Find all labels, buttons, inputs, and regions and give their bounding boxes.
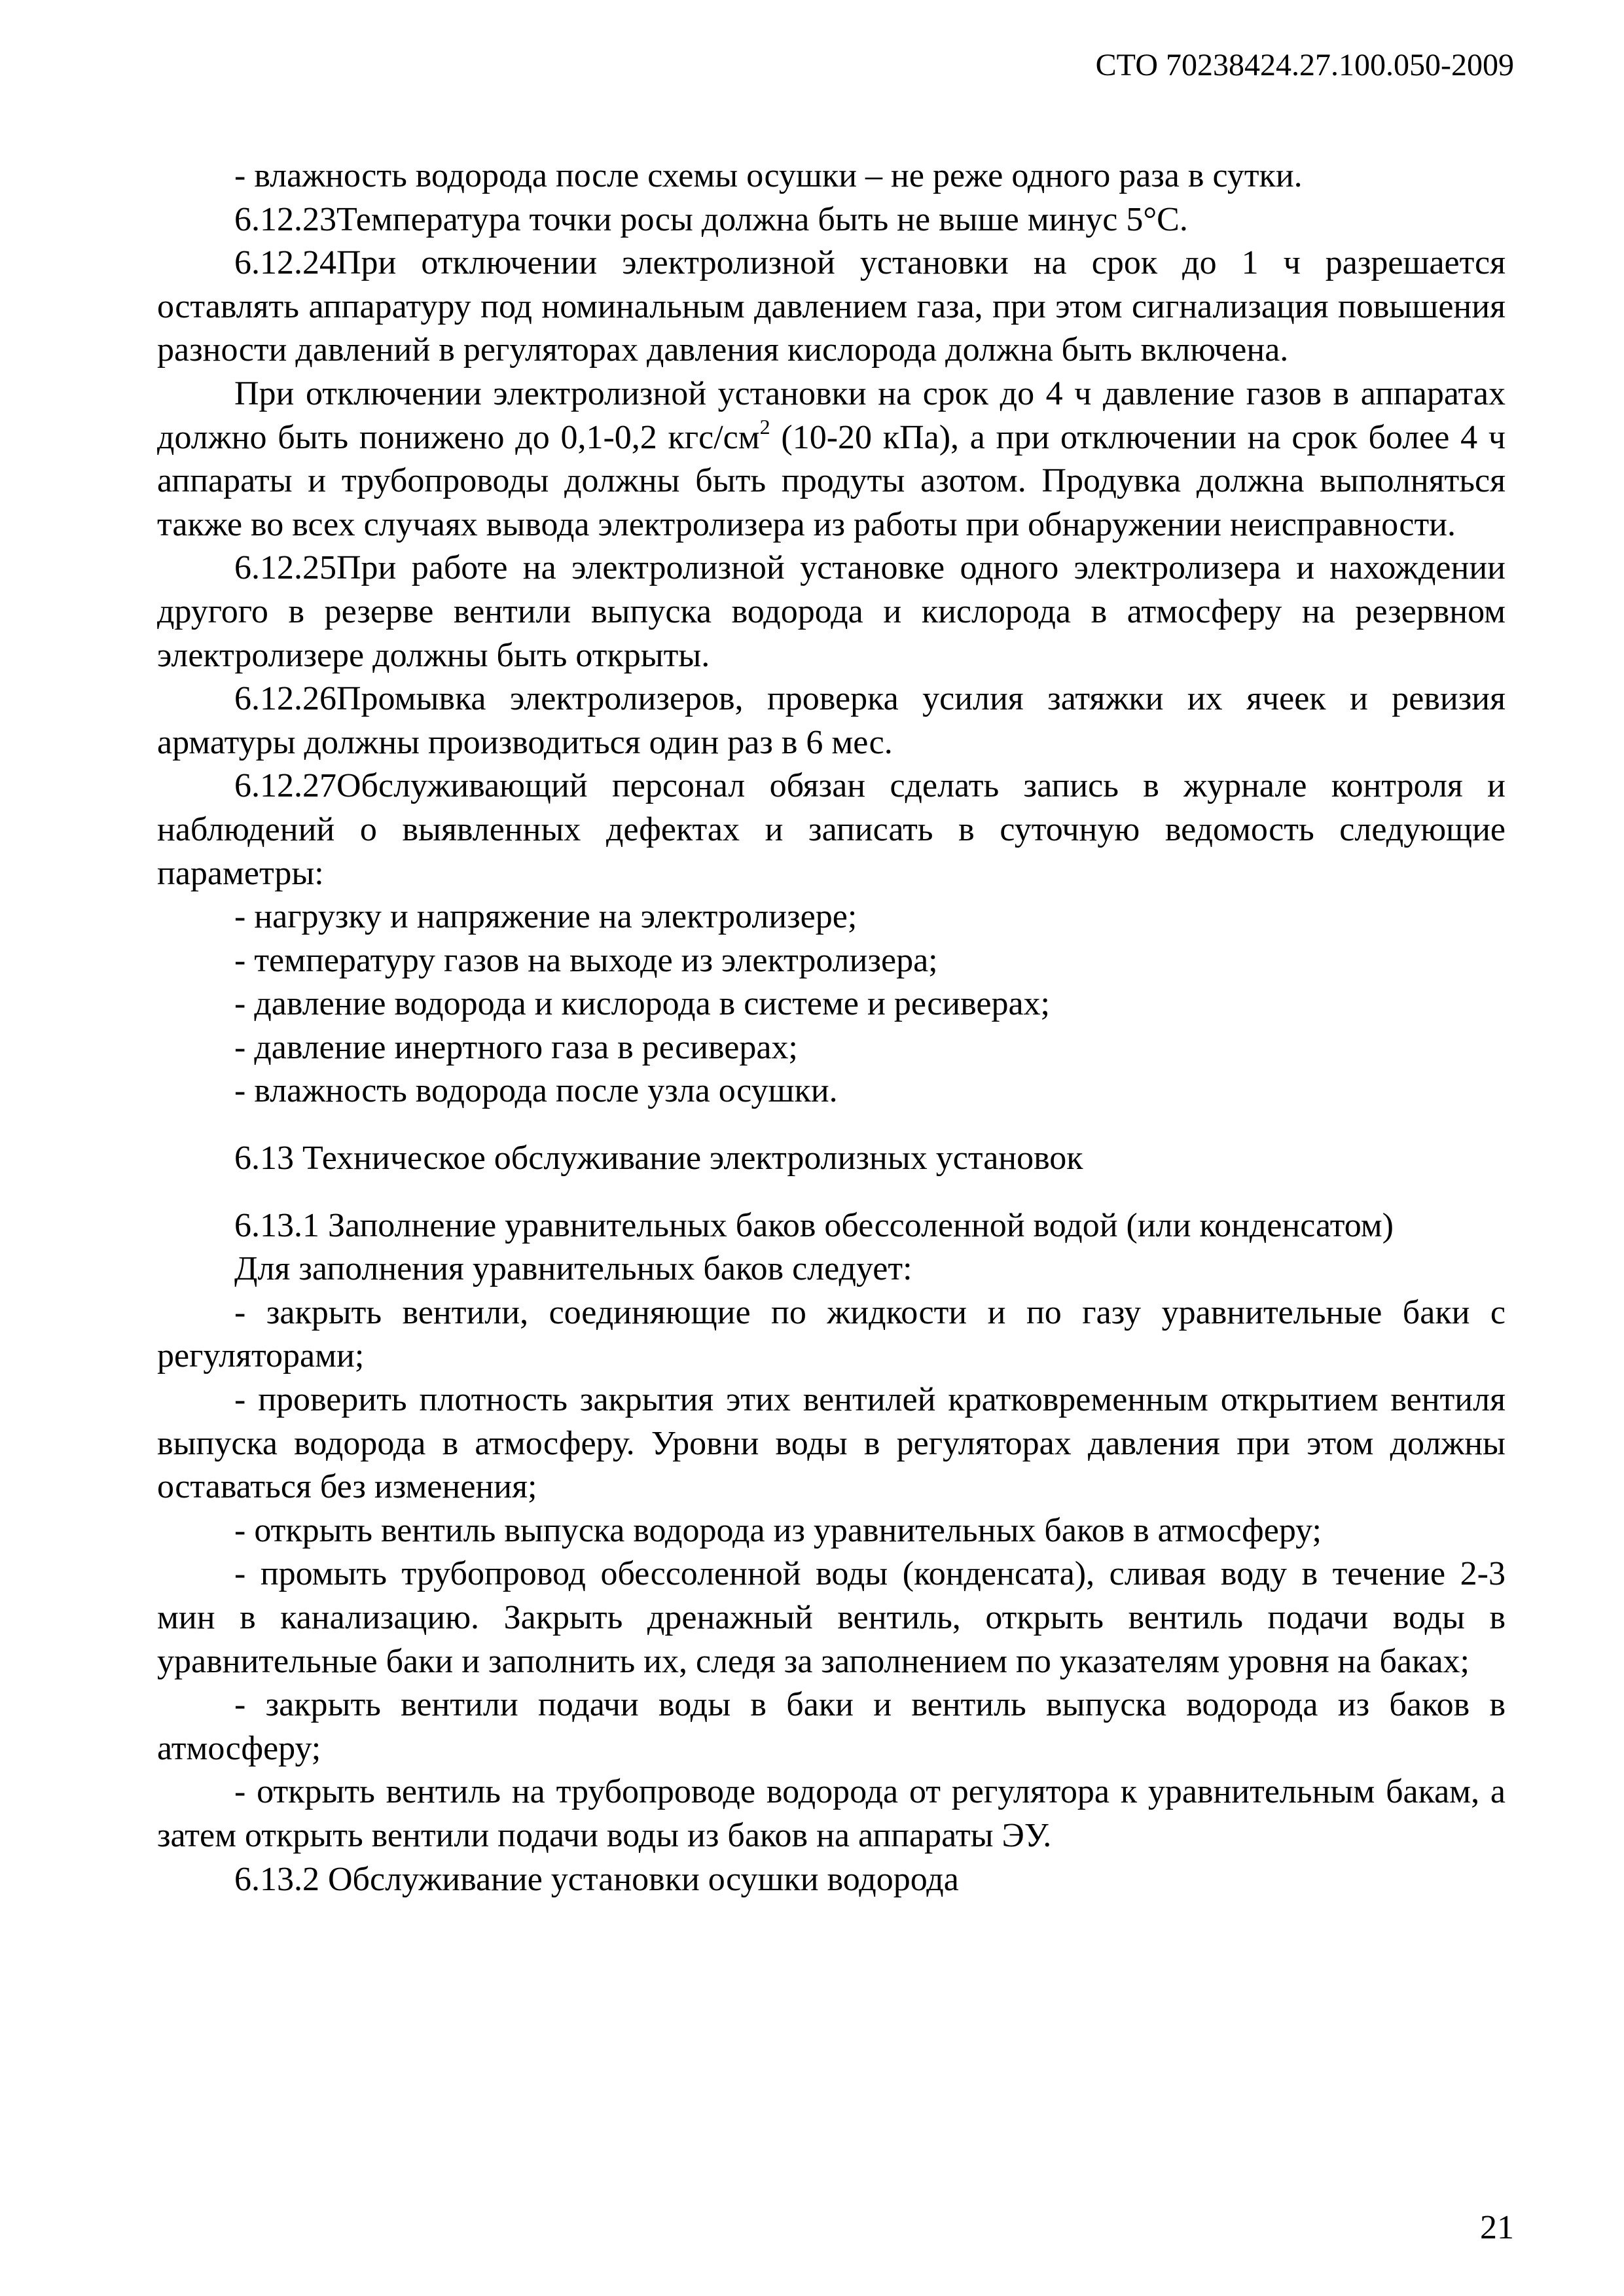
clause-text: При отключении электролизной установки на срок до 1 ч разрешается оставлять аппаратуру под номинальным давлением газа, при этом сигнализация повышения разности давлений в регуляторах давления кислорода должна быть включена. [157, 244, 1506, 369]
list-item: - проверить плотность закрытия этих вентилей кратковременным открытием вентиля выпуска водорода в атмосферу. Уровни воды в регуляторах давления при этом должны оставаться без изменения; [157, 1381, 1506, 1506]
subsection-heading-6-13-2: 6.13.2 Обслуживание установки осушки водорода [234, 1860, 959, 1898]
clause-text: Обслуживающий персонал обязан сделать запись в журнале контроля и наблюдений о выявленных дефектах и записать в суточную ведомость следующие параметры: [157, 767, 1506, 892]
list-item: - давление инертного газа в ресиверах; [234, 1028, 798, 1066]
subsection-heading-6-13-1: 6.13.1 Заполнение уравнительных баков обессоленной водой (или конденсатом) [234, 1206, 1394, 1244]
list-item: - закрыть вентили подачи воды в баки и вентиль выпуска водорода из баков в атмосферу; [157, 1686, 1506, 1767]
clause-number: 6.12.24 [234, 244, 336, 282]
paragraph-filling-intro: Для заполнения уравнительных баков следует: [234, 1250, 912, 1288]
document-code-header: СТО 70238424.27.100.050-2009 [1095, 48, 1514, 82]
clause-text: При работе на электролизной установке одного электролизера и нахождении другого в резерве вентили выпуска водорода и кислорода в атмосферу на резервном электролизере должны быть открыты. [157, 549, 1506, 674]
clause-text: Промывка электролизеров, проверка усилия затяжки их ячеек и ревизия арматуры должны производиться один раз в 6 мес. [157, 680, 1506, 761]
paragraph-shutdown-4h: При отключении электролизной установки на срок до 4 ч давление газов в аппаратах должно быть понижено до 0,1-0,2 кгс/$см^2$ (10-20 кПа), а при отключении на срок более 4 ч аппараты и трубопроводы должны быть продуты азотом. Продувка должна выполняться также во всех случаях вывода электролизера из работы при обнаружении неисправности. [157, 374, 1506, 543]
clause-number: 6.12.27 [234, 767, 336, 805]
list-item: - промыть трубопровод обессоленной воды (конденсата), сливая воду в течение 2-3 мин в канализацию. Закрыть дренажный вентиль, открыть вентиль подачи воды в уравнительные баки и заполнить их, следя за заполнением по указателям уровня на баках; [157, 1555, 1506, 1680]
clause-number: 6.12.23 [234, 200, 336, 238]
clause-6-12-23 [157, 198, 1506, 242]
list-item: - открыть вентиль на трубопроводе водорода от регулятора к уравнительным бакам, а затем открыть вентили подачи воды из баков на аппараты ЭУ. [157, 1773, 1506, 1854]
list-item: - влажность водорода после узла осушки. [234, 1072, 838, 1110]
clause-text: Температура точки росы должна быть не выше минус 5°С. [336, 200, 1188, 238]
clause-6-12-24 [157, 242, 1506, 372]
clause-number: 6.12.25 [234, 549, 336, 587]
clause-6-12-25 [157, 547, 1506, 677]
list-item: - давление водорода и кислорода в системе и ресиверах; [234, 985, 1050, 1023]
list-item: - температуру газов на выходе из электролизера; [234, 941, 938, 979]
list-item: - открыть вентиль выпуска водорода из уравнительных баков в атмосферу; [234, 1511, 1322, 1549]
list-item: - нагрузку и напряжение на электролизере; [234, 898, 857, 936]
superscript-2: 2 [759, 414, 770, 439]
clause-6-12-27 [157, 764, 1506, 895]
clause-6-12-26 [157, 677, 1506, 764]
document-body [157, 154, 1506, 1901]
clause-number: 6.12.26 [234, 680, 336, 718]
page-number: 21 [1480, 2209, 1514, 2246]
list-item: - закрыть вентили, соединяющие по жидкости и по газу уравнительные баки с регуляторами; [157, 1293, 1506, 1375]
section-heading-6-13: 6.13 Техническое обслуживание электролизных установок [234, 1139, 1083, 1177]
paragraph-hydrogen-humidity-check: - влажность водорода после схемы осушки – не реже одного раза в сутки. [234, 157, 1303, 194]
